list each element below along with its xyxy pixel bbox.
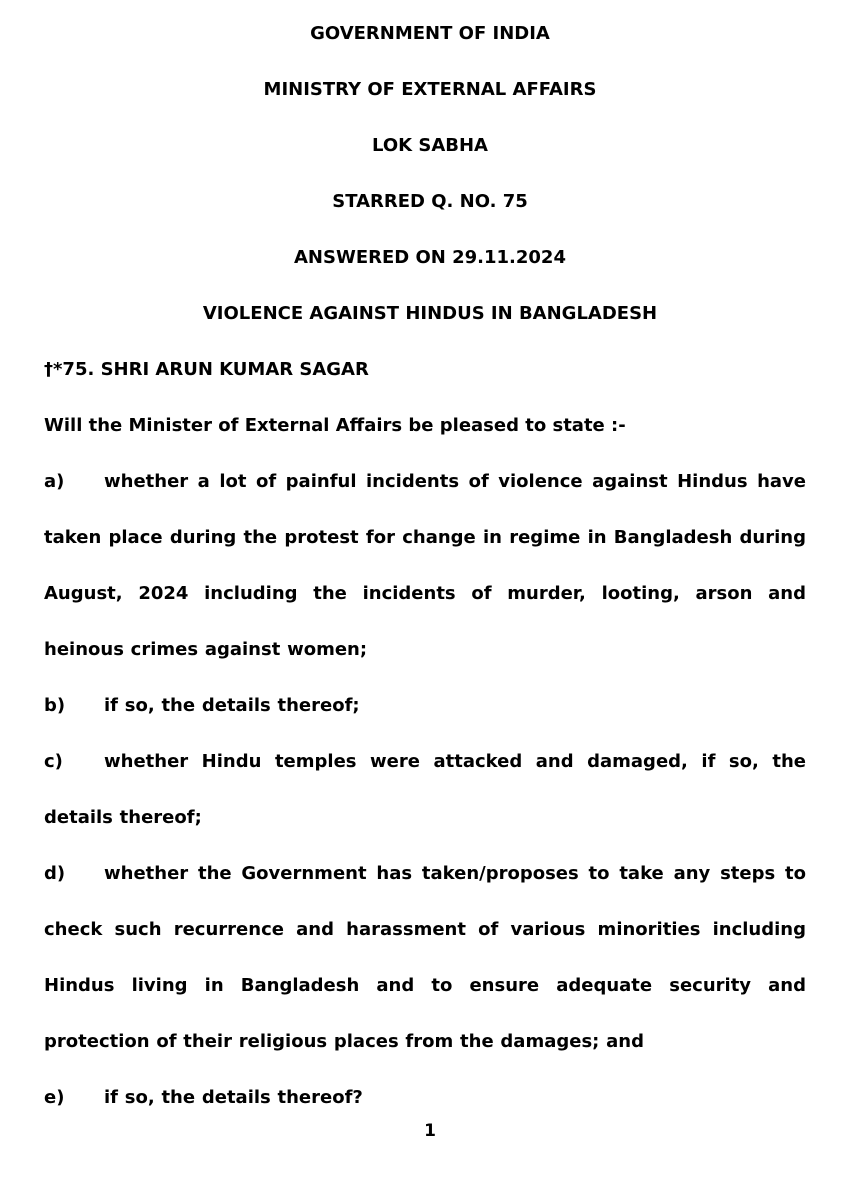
question-item-label: a) bbox=[44, 471, 65, 492]
question-intro: Will the Minister of External Affairs be pleased to state :- bbox=[44, 415, 626, 436]
question-item-text: whether a lot of painful incidents of violence against Hindus have taken place during the protest for change in regime in Bangladesh during August, 2024 including the incidents of murder, looting, arson and heinous crimes against women; bbox=[44, 471, 806, 660]
header-answer-date: ANSWERED ON 29.11.2024 bbox=[294, 247, 566, 268]
question-item-a bbox=[44, 454, 806, 678]
question-item-label: e) bbox=[44, 1087, 65, 1108]
question-subject: VIOLENCE AGAINST HINDUS IN BANGLADESH bbox=[202, 303, 658, 324]
header-ministry: MINISTRY OF EXTERNAL AFFAIRS bbox=[263, 79, 597, 100]
header-question-number: STARRED Q. NO. 75 bbox=[332, 191, 528, 212]
page-number: 1 bbox=[424, 1121, 436, 1141]
question-item-text: whether Hindu temples were attacked and damaged, if so, the details thereof; bbox=[44, 751, 806, 828]
question-item-text: whether the Government has taken/proposes to take any steps to check such recurrence and harassment of various minorities including Hindus living in Bangladesh and to ensure adequate security and protection of their religious places from the damages; and bbox=[44, 863, 806, 1052]
member-name: †*75. SHRI ARUN KUMAR SAGAR bbox=[44, 359, 369, 380]
question-item-label: c) bbox=[44, 751, 63, 772]
question-item-text: if so, the details thereof; bbox=[104, 695, 360, 716]
question-item-d bbox=[44, 846, 806, 1070]
header-government: GOVERNMENT OF INDIA bbox=[310, 23, 550, 44]
question-item-b bbox=[44, 678, 806, 734]
question-item-label: d) bbox=[44, 863, 66, 884]
question-item-e bbox=[44, 1070, 806, 1126]
question-item-label: b) bbox=[44, 695, 66, 716]
question-item-c bbox=[44, 734, 806, 846]
header-house: LOK SABHA bbox=[372, 135, 488, 156]
question-item-text: if so, the details thereof? bbox=[104, 1087, 363, 1108]
